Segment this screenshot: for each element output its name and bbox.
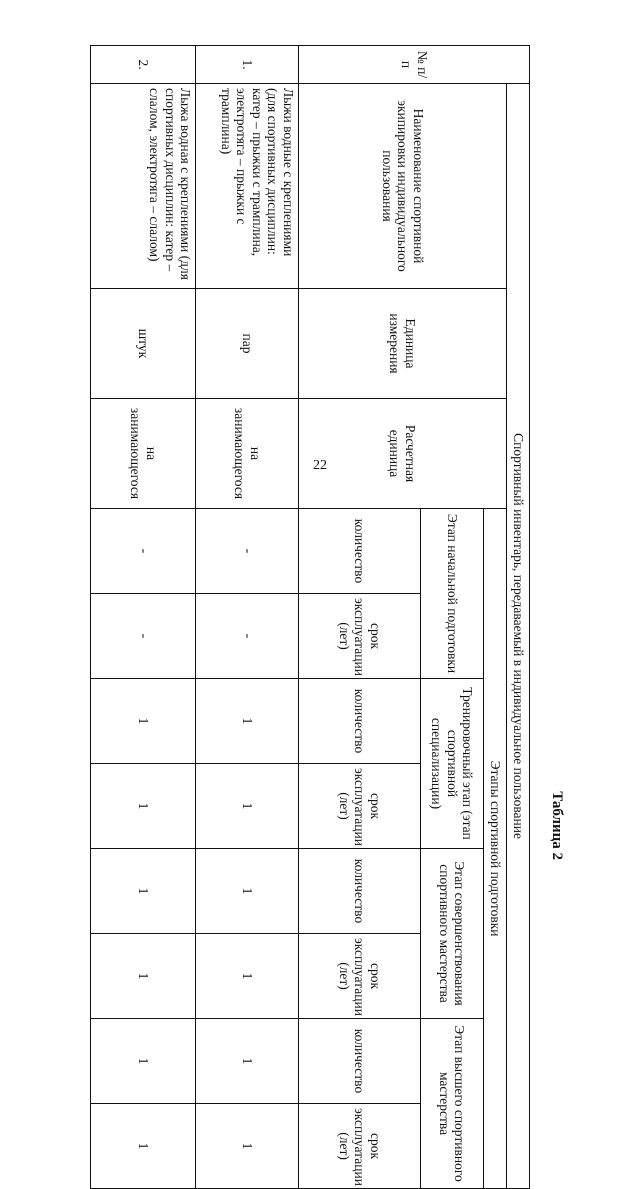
row-unit: штук [91, 289, 196, 399]
row-value: 1 [196, 849, 299, 934]
header-num: № п/п [299, 46, 530, 84]
header-qty: количество [299, 1019, 421, 1104]
header-term: срок эксплуатации (лет) [299, 1104, 421, 1189]
header-stage-2: Тренировочный этап (этап спортивной специализации) [420, 679, 483, 849]
equipment-table [90, 45, 530, 1189]
row-value: 1 [196, 1019, 299, 1104]
header-name: Наименование спортивной экипировки индивидуального пользования [299, 84, 507, 289]
row-value: 1 [91, 764, 196, 849]
header-unit: Единица измерения [299, 289, 507, 399]
row-value: 1 [91, 1104, 196, 1189]
header-qty: количество [299, 849, 421, 934]
page-number: 22 [313, 458, 327, 473]
header-stage-4: Этап высшего спортивного мастерства [420, 1019, 483, 1189]
row-value: 1 [91, 849, 196, 934]
table-label: Таблица 2 [549, 791, 565, 860]
table-row [196, 46, 299, 1189]
header-qty: количество [299, 509, 421, 594]
row-value: 1 [196, 934, 299, 1019]
header-qty: количество [299, 679, 421, 764]
row-calc: на занимающегося [196, 399, 299, 509]
row-name: Лыжа водная с креплениями (для спортивных дисциплин: катер – слалом, электротяга – слалом) [91, 84, 196, 289]
row-value: 1 [196, 679, 299, 764]
rotated-page-content [80, 45, 565, 1186]
table-title: Спортивный инвентарь, передаваемый в индивидуальное пользование [506, 84, 529, 1189]
row-value: 1 [196, 1104, 299, 1189]
header-stage-3: Этап совершенствования спортивного мастерства [420, 849, 483, 1019]
row-value: 1 [91, 1019, 196, 1104]
row-value: - [91, 509, 196, 594]
table-row [91, 46, 196, 1189]
header-term: срок эксплуатации (лет) [299, 934, 421, 1019]
row-value: - [91, 594, 196, 679]
header-stages-group: Этапы спортивной подготовки [483, 509, 506, 1189]
header-term: срок эксплуатации (лет) [299, 594, 421, 679]
header-calc: Расчетная единица [299, 399, 507, 509]
row-num: 1. [196, 46, 299, 84]
row-unit: пар [196, 289, 299, 399]
row-num: 2. [91, 46, 196, 84]
row-value: 1 [196, 764, 299, 849]
row-value: - [196, 594, 299, 679]
row-value: 1 [91, 934, 196, 1019]
row-value: - [196, 509, 299, 594]
header-stage-1: Этап начальной подготовки [420, 509, 483, 679]
header-term: срок эксплуатации (лет) [299, 764, 421, 849]
row-name: Лыжи водные с креплениями (для спортивных дисциплин: катер – прыжки с трамплина, электротяга – прыжки с трамплина) [196, 84, 299, 289]
row-calc: на занимающегося [91, 399, 196, 509]
row-value: 1 [91, 679, 196, 764]
